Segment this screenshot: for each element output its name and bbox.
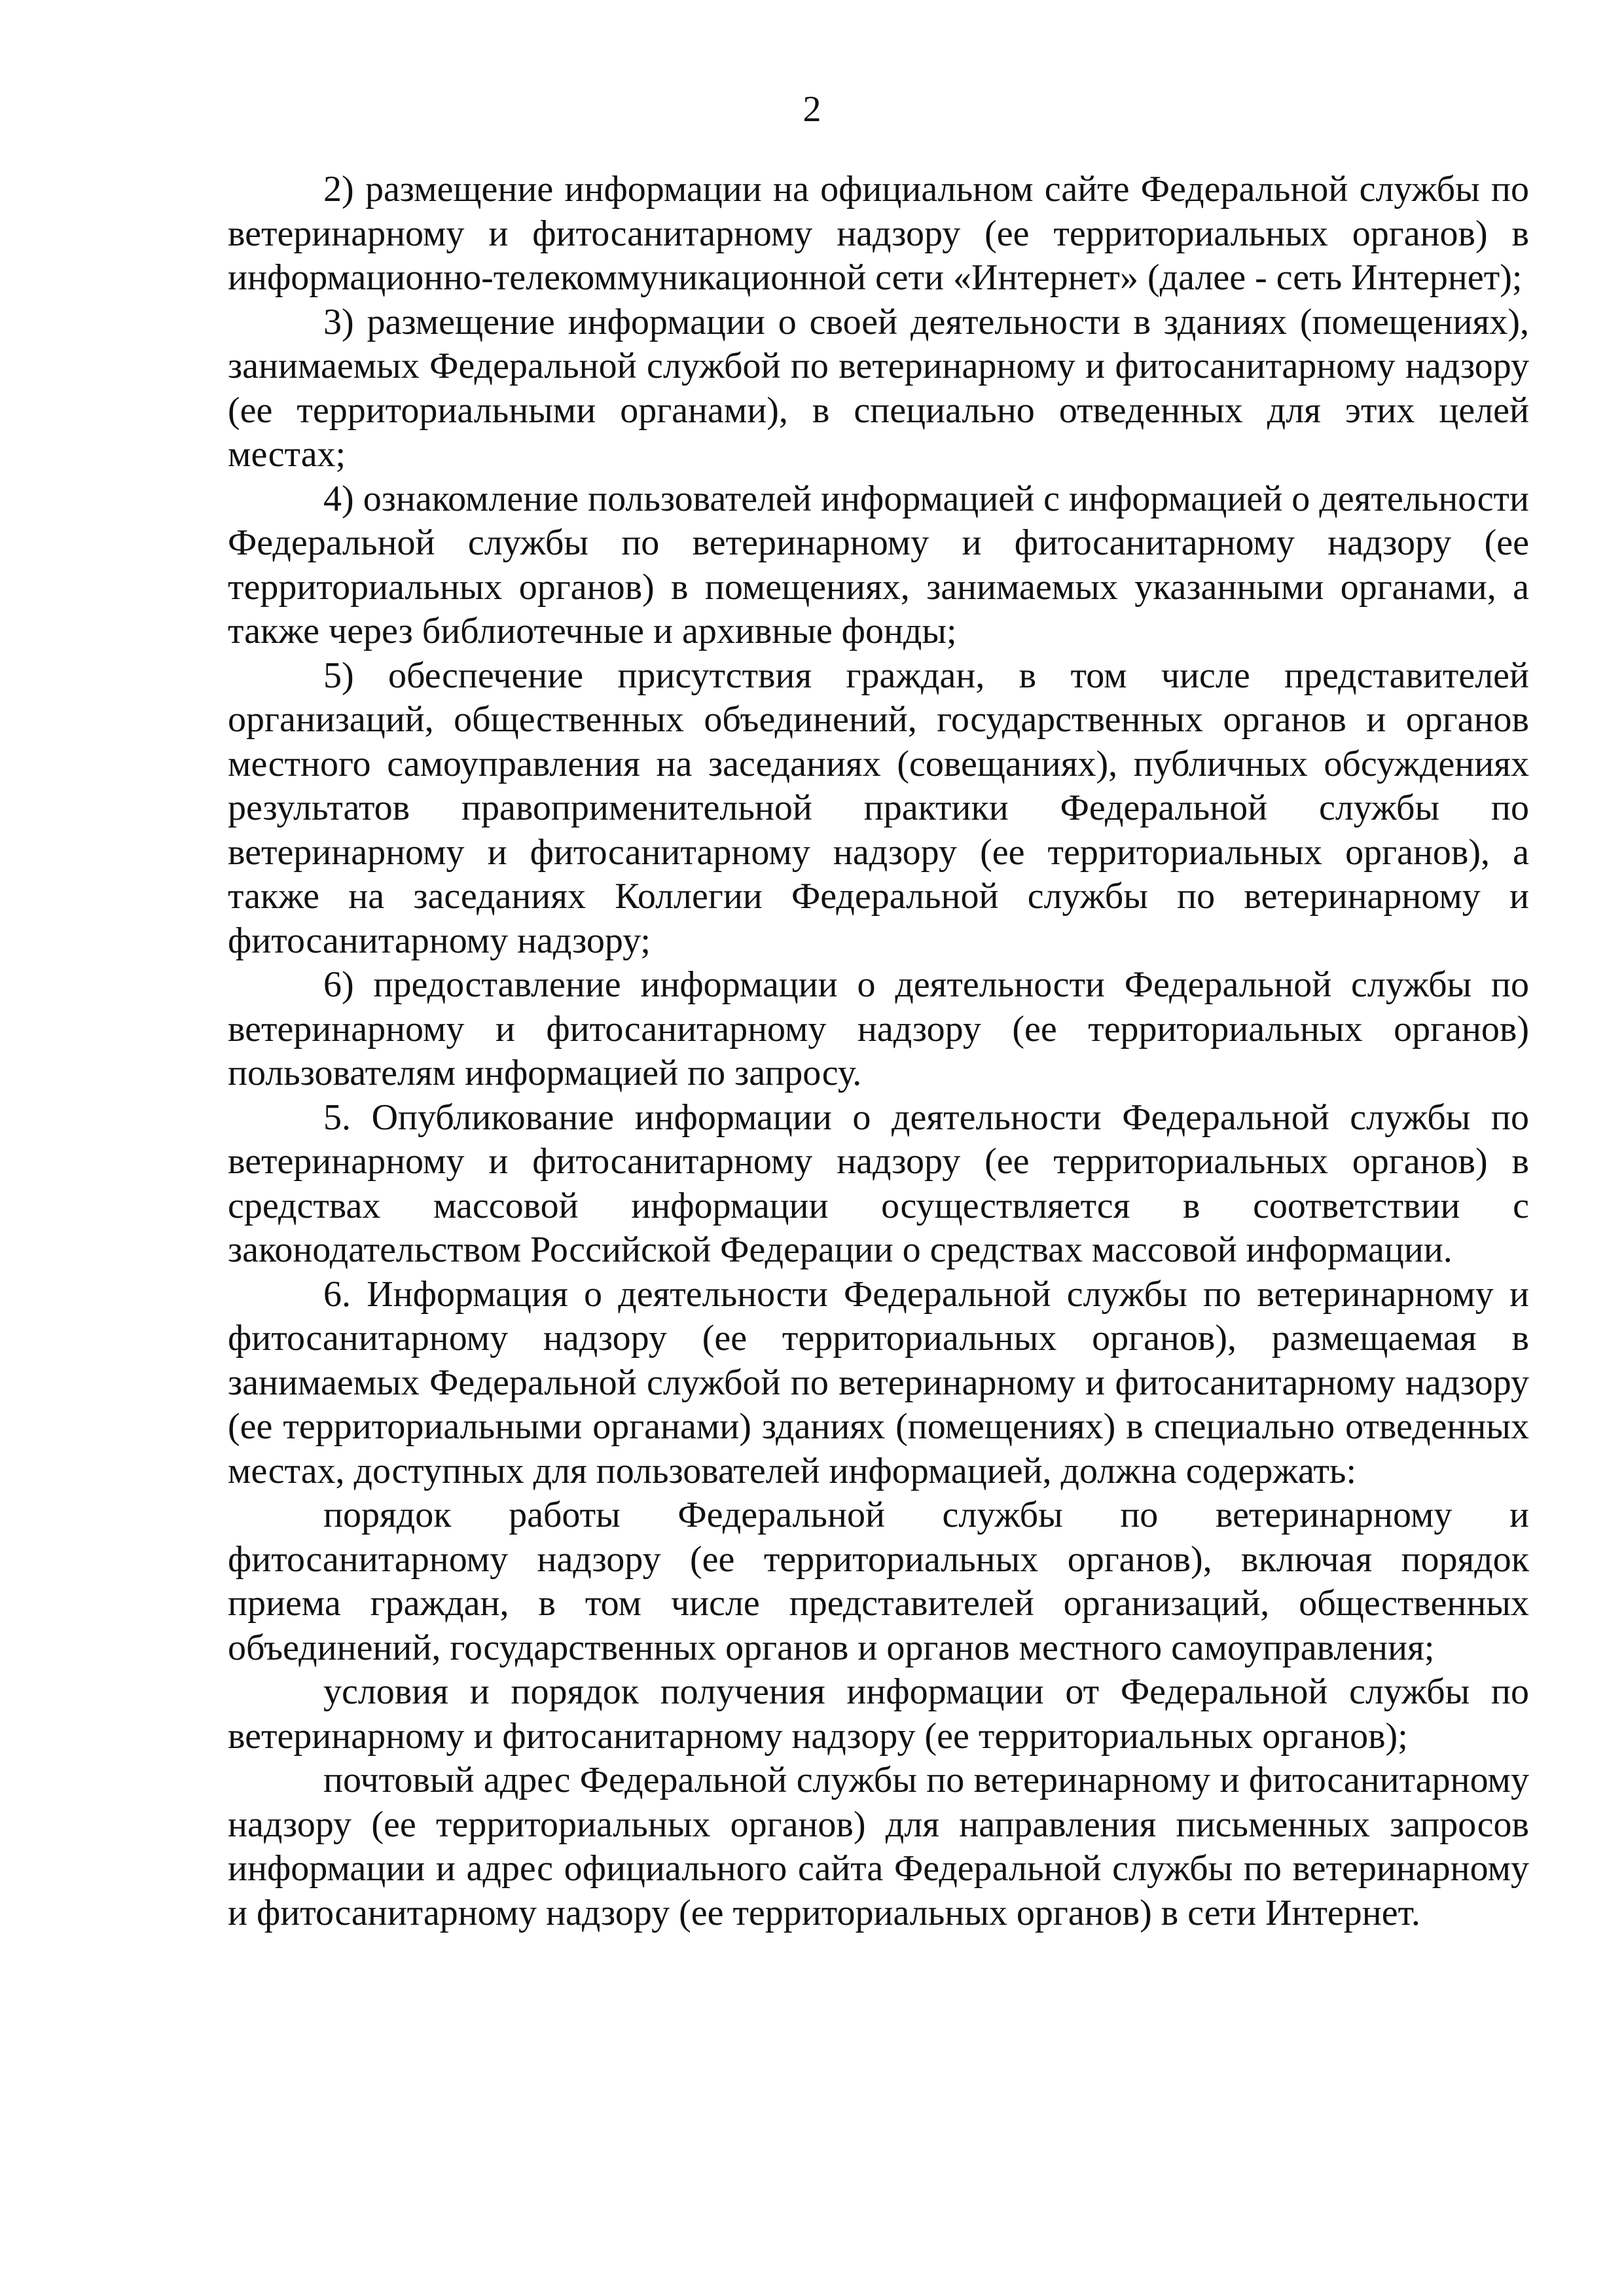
paragraph-section-6: 6. Информация о деятельности Федеральной службы по ветеринарному и фитосанитарному надзору (ее территориальных органов), размещаемая в занимаемых Федеральной службой по ветеринарному и фитосанитарному надзору (ее территориальными органами) зданиях (помещениях) в специально отведенных местах, доступных для пользователей информацией, должна содержать: <box>228 1273 1529 1491</box>
paragraph-section-5: 5. Опубликование информации о деятельности Федеральной службы по ветеринарному и фитосанитарному надзору (ее территориальных органов) в средствах массовой информации осуществляется в соответствии с законодательством Российской Федерации о средствах массовой информации. <box>228 1097 1529 1270</box>
paragraph-item-4: 4) ознакомление пользователей информацией с информацией о деятельности Федеральной службы по ветеринарному и фитосанитарному надзору (ее территориальных органов) в помещениях, занимаемых указанными органами, а также через библиотечные и архивные фонды; <box>228 478 1529 651</box>
paragraph-item-2: 2) размещение информации на официальном сайте Федеральной службы по ветеринарному и фитосанитарному надзору (ее территориальных органов) в информационно-телекоммуникационной сети «Интернет» (далее - сеть Интернет); <box>228 169 1529 298</box>
paragraph-postal-address: почтовый адрес Федеральной службы по ветеринарному и фитосанитарному надзору (ее территориальных органов) для направления письменных запросов информации и адрес официального сайта Федеральной службы по ветеринарному и фитосанитарному надзору (ее территориальных органов) в сети Интернет. <box>228 1760 1529 1933</box>
paragraph-item-6: 6) предоставление информации о деятельности Федеральной службы по ветеринарному и фитосанитарному надзору (ее территориальных органов) пользователям информацией по запросу. <box>228 964 1529 1093</box>
paragraph-work-order: порядок работы Федеральной службы по ветеринарному и фитосанитарному надзору (ее территориальных органов), включая порядок приема граждан, в том числе представителей организаций, общественных объединений, государственных органов и органов местного самоуправления; <box>228 1495 1529 1668</box>
page-number: 2 <box>803 89 821 130</box>
paragraph-conditions: условия и порядок получения информации от Федеральной службы по ветеринарному и фитосанитарному надзору (ее территориальных органов); <box>228 1671 1529 1757</box>
paragraph-item-5: 5) обеспечение присутствия граждан, в том числе представителей организаций, общественных объединений, государственных органов и органов местного самоуправления на заседаниях (совещаниях), публичных обсуждениях результатов правоприменительной практики Федеральной службы по ветеринарному и фитосанитарному надзору (ее территориальных органов), а также на заседаниях Коллегии Федеральной службы по ветеринарному и фитосанитарному надзору; <box>228 655 1529 961</box>
document-body <box>228 168 1529 1935</box>
paragraph-item-3: 3) размещение информации о своей деятельности в зданиях (помещениях), занимаемых Федеральной службой по ветеринарному и фитосанитарному надзору (ее территориальными органами), в специально отведенных для этих целей местах; <box>228 301 1529 475</box>
